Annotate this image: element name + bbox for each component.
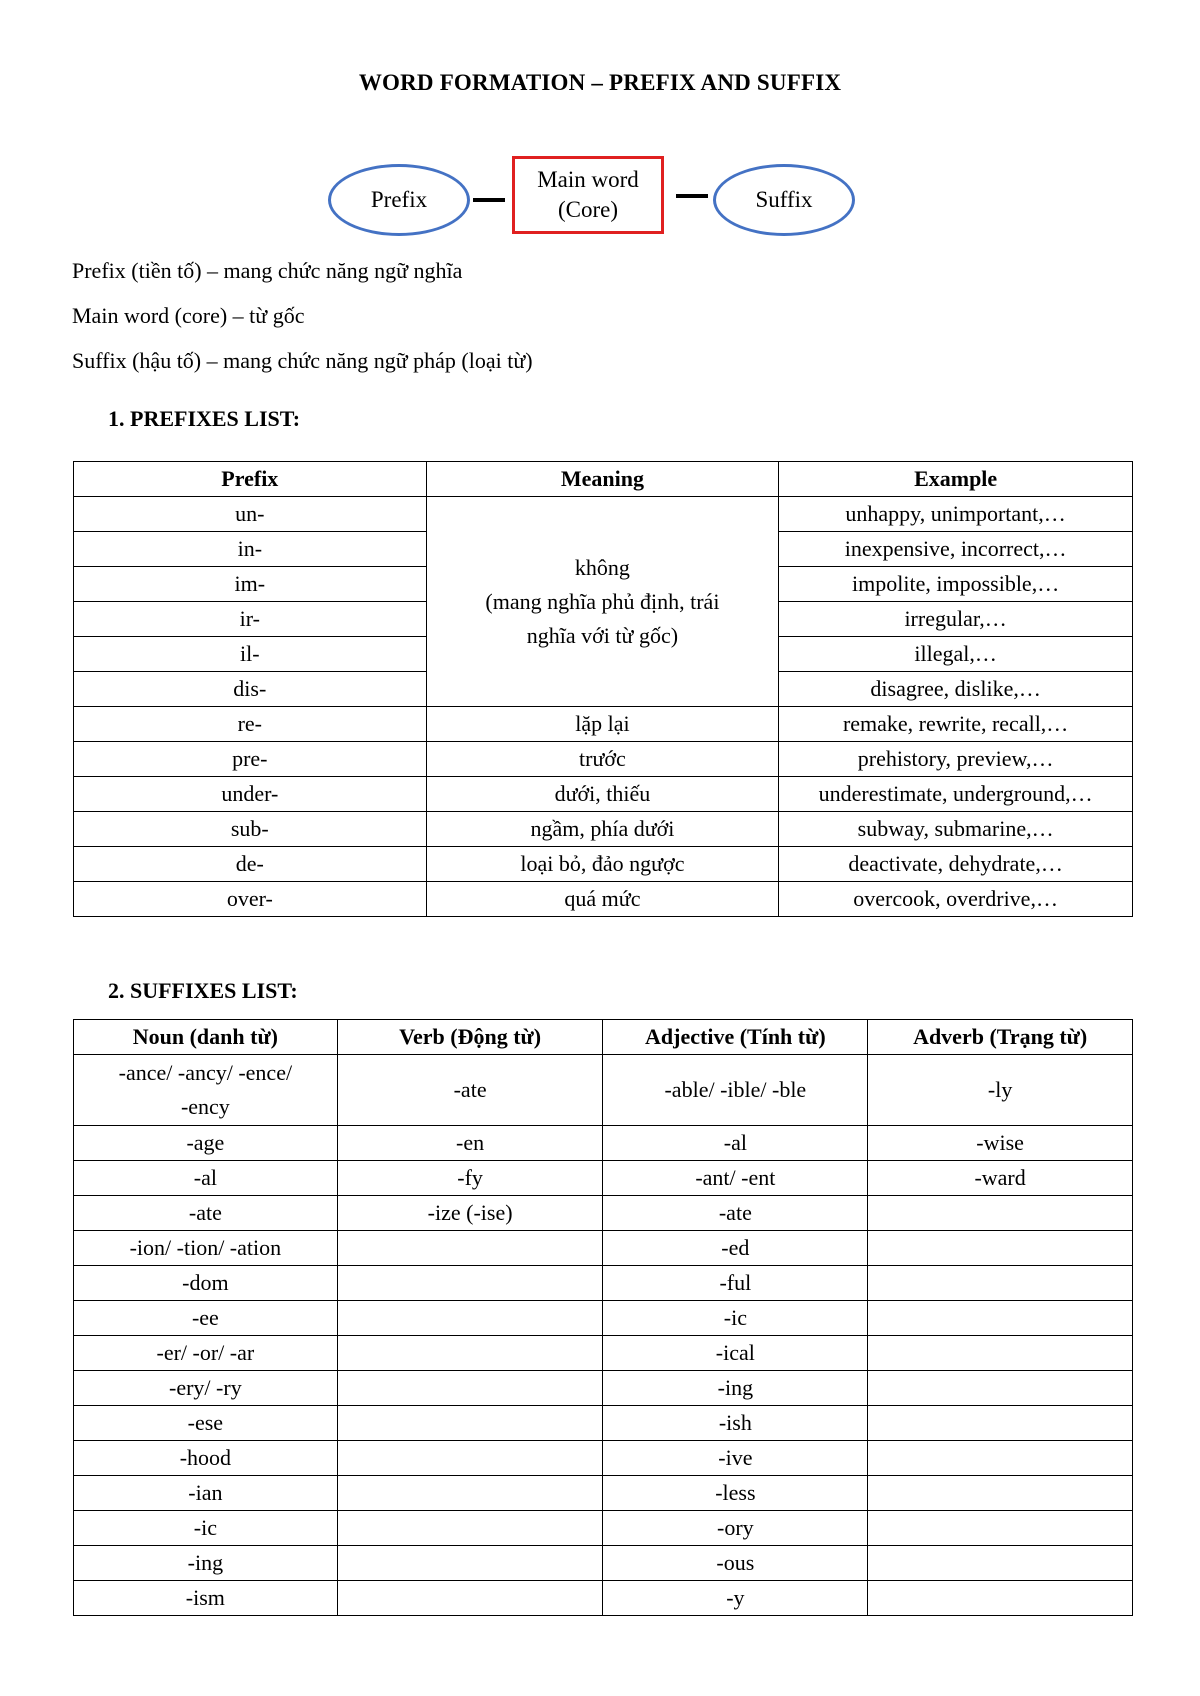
adverb-cell: -ward bbox=[868, 1161, 1133, 1196]
adverb-cell bbox=[868, 1196, 1133, 1231]
example-cell: disagree, dislike,… bbox=[779, 672, 1133, 707]
table-row bbox=[74, 1055, 1133, 1126]
verb-cell bbox=[337, 1546, 603, 1581]
adjective-cell: -al bbox=[603, 1126, 868, 1161]
prefixes-table bbox=[73, 461, 1133, 917]
meaning-cell: dưới, thiếu bbox=[426, 777, 779, 812]
noun-cell: -ion/ -tion/ -ation bbox=[74, 1231, 338, 1266]
table-row bbox=[74, 847, 1133, 882]
adverb-cell bbox=[868, 1581, 1133, 1616]
table-row bbox=[74, 497, 1133, 532]
adjective-cell: -y bbox=[603, 1581, 868, 1616]
adjective-cell: -ish bbox=[603, 1406, 868, 1441]
adverb-cell: -wise bbox=[868, 1126, 1133, 1161]
word-formation-diagram bbox=[0, 150, 1200, 240]
example-cell: remake, rewrite, recall,… bbox=[779, 707, 1133, 742]
adjective-cell: -able/ -ible/ -ble bbox=[603, 1055, 868, 1126]
connector-dash-left bbox=[473, 198, 505, 202]
adverb-cell bbox=[868, 1371, 1133, 1406]
prefix-cell: re- bbox=[74, 707, 427, 742]
table-row bbox=[74, 1336, 1133, 1371]
noun-cell: -al bbox=[74, 1161, 338, 1196]
meaning-cell: lặp lại bbox=[426, 707, 779, 742]
header-verb: Verb (Động từ) bbox=[337, 1020, 603, 1055]
noun-line: -ency bbox=[180, 1094, 230, 1119]
table-row bbox=[74, 1126, 1133, 1161]
noun-cell: -hood bbox=[74, 1441, 338, 1476]
adverb-cell bbox=[868, 1406, 1133, 1441]
prefix-cell: over- bbox=[74, 882, 427, 917]
noun-line: -ance/ -ancy/ -ence/ bbox=[118, 1060, 293, 1085]
suffix-oval-label: Suffix bbox=[755, 187, 813, 212]
table-row bbox=[74, 1511, 1133, 1546]
prefix-cell: un- bbox=[74, 497, 427, 532]
adverb-cell bbox=[868, 1511, 1133, 1546]
adverb-cell: -ly bbox=[868, 1055, 1133, 1126]
adverb-cell bbox=[868, 1336, 1133, 1371]
suffixes-heading: 2. SUFFIXES LIST: bbox=[108, 978, 298, 1003]
note-main-word: Main word (core) – từ gốc bbox=[72, 303, 305, 328]
meaning-line: nghĩa với từ gốc) bbox=[526, 622, 679, 648]
main-word-box bbox=[512, 156, 664, 234]
table-row bbox=[74, 882, 1133, 917]
example-cell: illegal,… bbox=[779, 637, 1133, 672]
adverb-cell bbox=[868, 1441, 1133, 1476]
table-row bbox=[74, 1301, 1133, 1336]
header-example: Example bbox=[779, 462, 1133, 497]
page-title: WORD FORMATION – PREFIX AND SUFFIX bbox=[358, 70, 842, 95]
suffixes-table bbox=[73, 1019, 1133, 1616]
table-row bbox=[74, 1441, 1133, 1476]
table-row bbox=[74, 1371, 1133, 1406]
noun-cell: -dom bbox=[74, 1266, 338, 1301]
verb-cell bbox=[337, 1301, 603, 1336]
example-cell: prehistory, preview,… bbox=[779, 742, 1133, 777]
header-meaning: Meaning bbox=[426, 462, 779, 497]
noun-cell: -ee bbox=[74, 1301, 338, 1336]
meaning-line: (mang nghĩa phủ định, trái bbox=[485, 588, 720, 614]
verb-cell bbox=[337, 1336, 603, 1371]
noun-cell: -ate bbox=[74, 1196, 338, 1231]
header-noun: Noun (danh từ) bbox=[74, 1020, 338, 1055]
adjective-cell: -ing bbox=[603, 1371, 868, 1406]
table-row bbox=[74, 1476, 1133, 1511]
verb-cell: -en bbox=[337, 1126, 603, 1161]
prefix-cell: dis- bbox=[74, 672, 427, 707]
table-row bbox=[74, 812, 1133, 847]
prefix-cell: ir- bbox=[74, 602, 427, 637]
note-suffix: Suffix (hậu tố) – mang chức năng ngữ pháp (loại từ) bbox=[72, 348, 533, 373]
table-row bbox=[74, 1266, 1133, 1301]
suffix-rows bbox=[74, 1126, 1133, 1616]
adjective-cell: -ed bbox=[603, 1231, 868, 1266]
noun-cell: -age bbox=[74, 1126, 338, 1161]
meaning-cell: ngầm, phía dưới bbox=[426, 812, 779, 847]
negation-meaning-cell bbox=[426, 497, 779, 707]
adverb-cell bbox=[868, 1231, 1133, 1266]
prefix-cell: de- bbox=[74, 847, 427, 882]
prefix-cell: pre- bbox=[74, 742, 427, 777]
table-row bbox=[74, 777, 1133, 812]
suffix-oval bbox=[713, 164, 855, 236]
adjective-cell: -ive bbox=[603, 1441, 868, 1476]
table-row bbox=[74, 1231, 1133, 1266]
meaning-cell: trước bbox=[426, 742, 779, 777]
verb-cell: -ate bbox=[337, 1055, 603, 1126]
noun-cell: -ery/ -ry bbox=[74, 1371, 338, 1406]
noun-cell: -ism bbox=[74, 1581, 338, 1616]
example-cell: unhappy, unimportant,… bbox=[779, 497, 1133, 532]
adjective-cell: -ous bbox=[603, 1546, 868, 1581]
table-header-row bbox=[74, 1020, 1133, 1055]
meaning-cell: loại bỏ, đảo ngược bbox=[426, 847, 779, 882]
example-cell: deactivate, dehydrate,… bbox=[779, 847, 1133, 882]
verb-cell bbox=[337, 1476, 603, 1511]
example-cell: irregular,… bbox=[779, 602, 1133, 637]
verb-cell: -ize (-ise) bbox=[337, 1196, 603, 1231]
noun-cell: -ian bbox=[74, 1476, 338, 1511]
example-cell: overcook, overdrive,… bbox=[779, 882, 1133, 917]
prefix-oval-label: Prefix bbox=[370, 187, 428, 212]
table-row bbox=[74, 707, 1133, 742]
example-cell: inexpensive, incorrect,… bbox=[779, 532, 1133, 567]
header-adverb: Adverb (Trạng từ) bbox=[868, 1020, 1133, 1055]
table-header-row bbox=[74, 462, 1133, 497]
prefix-cell: under- bbox=[74, 777, 427, 812]
verb-cell: -fy bbox=[337, 1161, 603, 1196]
table-row bbox=[74, 1546, 1133, 1581]
header-adjective: Adjective (Tính từ) bbox=[603, 1020, 868, 1055]
table-row bbox=[74, 742, 1133, 777]
verb-cell bbox=[337, 1406, 603, 1441]
meaning-cell: quá mức bbox=[426, 882, 779, 917]
adjective-cell: -ic bbox=[603, 1301, 868, 1336]
adverb-cell bbox=[868, 1546, 1133, 1581]
verb-cell bbox=[337, 1581, 603, 1616]
adjective-cell: -ical bbox=[603, 1336, 868, 1371]
adverb-cell bbox=[868, 1476, 1133, 1511]
header-prefix: Prefix bbox=[74, 462, 427, 497]
verb-cell bbox=[337, 1266, 603, 1301]
core-label: (Core) bbox=[557, 197, 619, 222]
verb-cell bbox=[337, 1441, 603, 1476]
adverb-cell bbox=[868, 1301, 1133, 1336]
example-cell: impolite, impossible,… bbox=[779, 567, 1133, 602]
adjective-cell: -less bbox=[603, 1476, 868, 1511]
noun-cell: -ing bbox=[74, 1546, 338, 1581]
adjective-cell: -ful bbox=[603, 1266, 868, 1301]
prefix-oval bbox=[328, 164, 470, 236]
noun-cell: -ese bbox=[74, 1406, 338, 1441]
note-prefix: Prefix (tiền tố) – mang chức năng ngữ nghĩa bbox=[72, 258, 463, 283]
connector-dash-right bbox=[676, 194, 708, 198]
verb-cell bbox=[337, 1231, 603, 1266]
noun-cell: -er/ -or/ -ar bbox=[74, 1336, 338, 1371]
adjective-cell: -ate bbox=[603, 1196, 868, 1231]
example-cell: underestimate, underground,… bbox=[779, 777, 1133, 812]
noun-cell bbox=[74, 1055, 338, 1126]
table-row bbox=[74, 1406, 1133, 1441]
adjective-cell: -ant/ -ent bbox=[603, 1161, 868, 1196]
adjective-cell: -ory bbox=[603, 1511, 868, 1546]
noun-cell: -ic bbox=[74, 1511, 338, 1546]
adverb-cell bbox=[868, 1266, 1133, 1301]
prefixes-heading: 1. PREFIXES LIST: bbox=[108, 406, 301, 431]
table-row bbox=[74, 1161, 1133, 1196]
main-word-label: Main word bbox=[537, 167, 639, 192]
prefix-cell: im- bbox=[74, 567, 427, 602]
verb-cell bbox=[337, 1511, 603, 1546]
table-row bbox=[74, 1581, 1133, 1616]
example-cell: subway, submarine,… bbox=[779, 812, 1133, 847]
prefix-cell: il- bbox=[74, 637, 427, 672]
meaning-line: không bbox=[574, 554, 630, 580]
verb-cell bbox=[337, 1371, 603, 1406]
prefix-cell: in- bbox=[74, 532, 427, 567]
prefix-cell: sub- bbox=[74, 812, 427, 847]
table-row bbox=[74, 1196, 1133, 1231]
